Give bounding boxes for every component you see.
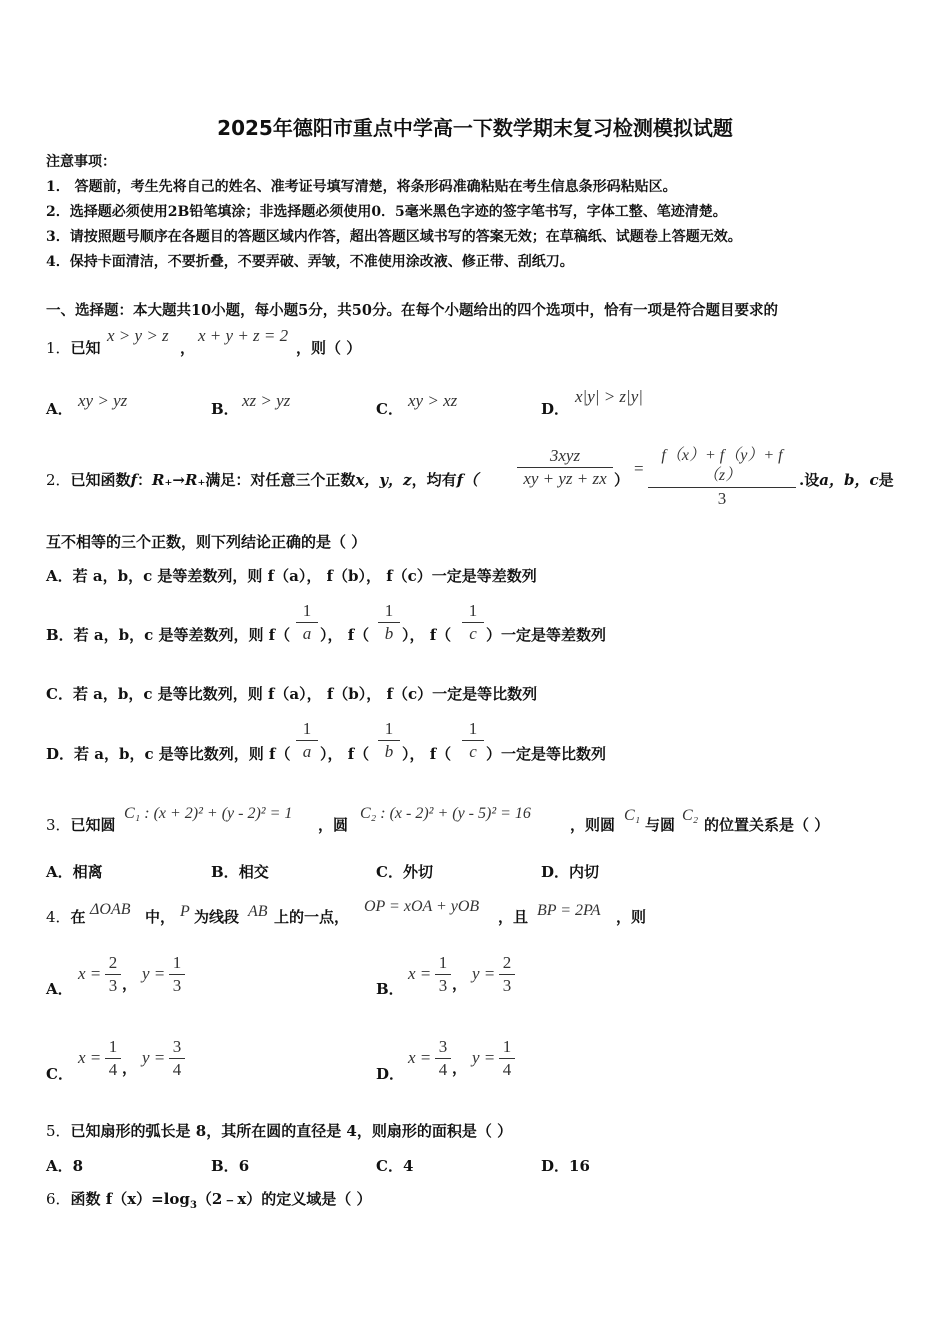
stem-text: 函数 f（x）=log	[70, 1190, 190, 1208]
fraction	[169, 1037, 185, 1080]
separator: ，	[452, 1059, 468, 1077]
stem-domain: R₊→R₊	[152, 471, 206, 489]
math-expr: x =	[78, 964, 102, 983]
fraction-bar	[169, 974, 185, 975]
option	[211, 1155, 249, 1176]
stem-text: 中，	[145, 908, 176, 926]
denominator: c	[469, 624, 477, 643]
fraction-bar	[499, 974, 515, 975]
question-number: 6．	[46, 1190, 71, 1208]
notice-item: 1． 答题前，考生先将自己的姓名、准考证号填写清楚，将条形码准确粘贴在考生信息条形码粘贴区。	[46, 179, 677, 195]
math-expr: x =	[408, 964, 432, 983]
question-5-stem	[46, 1121, 512, 1141]
option-b-text: ）一定是等差数列	[486, 626, 607, 644]
question-number: 1．	[46, 339, 71, 357]
numerator: f（x）+ f（y）+ f（z）	[661, 447, 783, 484]
option	[376, 861, 433, 882]
denominator: 3	[502, 976, 512, 995]
math-expr: y =	[472, 964, 496, 983]
fraction-bar	[105, 974, 121, 975]
denominator: 3	[717, 489, 727, 508]
stem-var: x，y，z	[355, 471, 412, 489]
numerator: 1	[302, 719, 312, 738]
option-d-text: ）， f（	[402, 745, 452, 763]
denominator: c	[469, 742, 477, 761]
stem-text: ，则	[616, 908, 647, 926]
fraction	[296, 601, 318, 644]
numerator: 1	[468, 719, 478, 738]
numerator: 1	[468, 601, 478, 620]
fraction-bar	[435, 1058, 451, 1059]
math-expr: y =	[142, 1048, 166, 1067]
fraction	[499, 953, 515, 996]
option-label: D．	[376, 1065, 405, 1083]
math-expr: C₁	[624, 807, 641, 824]
fraction-bar	[462, 740, 484, 741]
option-text: 相离	[72, 863, 103, 881]
fraction-bar	[517, 467, 613, 468]
fraction	[435, 1037, 451, 1080]
option-label: B．	[211, 1157, 239, 1175]
option-label: D．	[541, 1157, 570, 1175]
math-expr: x =	[78, 1048, 102, 1067]
fraction-lhs	[517, 446, 613, 489]
option-c: C．若 a，b，c 是等比数列，则 f（a）， f（b）， f（c）一定是等比数列	[46, 685, 538, 703]
math-expr: BP = 2PA	[537, 902, 601, 919]
math-expr: x > y > z	[107, 326, 169, 345]
fraction	[499, 1037, 515, 1080]
denominator: 3	[108, 976, 118, 995]
numerator: 1	[384, 719, 394, 738]
math-expr: ΔOAB	[90, 901, 131, 918]
section-heading: 一、选择题：本大题共10小题，每小题5分，共50分。在每个小题给出的四个选项中，恰有一项是符合题目要求的	[46, 302, 778, 319]
denominator: b	[384, 624, 394, 643]
notice-item: 2．选择题必须使用2B铅笔填涂；非选择题必须使用0．5毫米黑色字迹的签字笔书写，字体工整、笔迹清楚。	[46, 204, 727, 220]
numerator: 1	[438, 953, 448, 972]
numerator: 3	[172, 1037, 182, 1056]
option-b-text: ）， f（	[402, 626, 452, 644]
option-text: 4	[402, 1157, 414, 1175]
stem-text: ：	[137, 471, 153, 489]
question-1-stem	[46, 338, 101, 358]
option	[46, 861, 103, 882]
math-expr: y =	[472, 1048, 496, 1067]
option-text: 6	[238, 1157, 250, 1175]
fraction	[435, 953, 451, 996]
option-text: 相交	[238, 863, 269, 881]
stem-text: ，圆	[318, 816, 349, 834]
option-label: A．	[46, 1157, 73, 1175]
option-label: C．	[46, 1065, 73, 1083]
math-expr: OP = xOA + yOB	[364, 898, 480, 915]
option-label: B．	[211, 863, 239, 881]
notice-heading: 注意事项：	[46, 154, 116, 170]
denominator: 4	[438, 1060, 448, 1079]
fraction-bar	[105, 1058, 121, 1059]
question-number: 3．	[46, 816, 71, 834]
equals-sign: =	[634, 459, 644, 478]
fraction	[105, 953, 121, 996]
option-d-text: ）， f（	[320, 745, 370, 763]
option-label: C．	[376, 1157, 403, 1175]
option-b-text: B．若 a，b，c 是等差数列，则 f（	[46, 626, 291, 644]
option	[46, 1155, 83, 1176]
question-3-stem	[46, 815, 116, 835]
denominator: a	[302, 742, 312, 761]
stem-text: ，则（ ）	[296, 339, 362, 357]
stem-text: 的位置关系是（ ）	[704, 816, 830, 834]
numerator: 3	[438, 1037, 448, 1056]
fraction	[105, 1037, 121, 1080]
denominator: 3	[172, 976, 182, 995]
option-label: A．	[46, 400, 73, 418]
page-title: 2025年德阳市重点中学高一下数学期末复习检测模拟试题	[217, 116, 733, 140]
numerator: 1	[384, 601, 394, 620]
stem-text: 为线段	[194, 908, 240, 926]
question-number: 2．	[46, 471, 71, 489]
circle-c2-equation: C₂ : (x - 2)² + (y - 5)² = 16	[360, 805, 531, 822]
fraction	[378, 601, 400, 644]
option	[211, 861, 269, 882]
option-label: D．	[541, 863, 570, 881]
question-4-stem	[46, 907, 86, 927]
notice-item: 4．保持卡面清洁，不要折叠，不要弄破、弄皱，不准使用涂改液、修正带、刮纸刀。	[46, 254, 574, 270]
option-b-text: ）， f（	[320, 626, 370, 644]
stem-text: 已知圆	[70, 816, 116, 834]
option-label: A．	[46, 980, 73, 998]
option-label: D．	[541, 400, 570, 418]
option-label: C．	[376, 863, 403, 881]
option	[541, 861, 599, 882]
option-a: A．若 a，b，c 是等差数列，则 f（a）， f（b）， f（c）一定是等差数列	[46, 567, 537, 585]
option	[541, 1155, 590, 1176]
option-text: 外切	[402, 863, 433, 881]
math-expr: y =	[142, 964, 166, 983]
option-d-text: ）一定是等比数列	[486, 745, 607, 763]
question-2-stem	[46, 470, 478, 490]
fraction-bar	[648, 487, 796, 488]
option-expr: xz > yz	[242, 391, 291, 410]
math-expr: P	[180, 903, 190, 920]
stem-text: 在	[70, 908, 86, 926]
stem-text: 互不相等的三个正数，则下列结论正确的是（ ）	[46, 533, 367, 551]
fraction-bar	[435, 974, 451, 975]
denominator: 4	[502, 1060, 512, 1079]
fraction	[462, 719, 484, 762]
option-text: 16	[569, 1157, 590, 1175]
fraction-bar	[462, 622, 484, 623]
denominator: a	[302, 624, 312, 643]
stem-text: 已知	[70, 339, 101, 357]
math-expr: x =	[408, 1048, 432, 1067]
separator: ，	[452, 975, 468, 993]
fraction-bar	[169, 1058, 185, 1059]
fraction-bar	[378, 622, 400, 623]
stem-text: 是	[878, 471, 894, 489]
fraction	[169, 953, 185, 996]
separator: ，	[122, 975, 138, 993]
stem-var: f（	[456, 471, 479, 489]
math-expr: AB	[248, 903, 268, 920]
question-number: 5．	[46, 1122, 71, 1140]
option-d-text: D．若 a，b，c 是等比数列，则 f（	[46, 745, 291, 763]
stem-text: ，且	[498, 908, 529, 926]
stem-text: 已知函数	[70, 471, 131, 489]
option-expr: xy > xz	[408, 391, 458, 410]
stem-text: 上的一点，	[274, 908, 350, 926]
fraction	[378, 719, 400, 762]
stem-var: a，b，c	[819, 471, 879, 489]
stem-text: ，	[180, 339, 196, 357]
stem-text: 已知扇形的弧长是 8，其所在圆的直径是 4，则扇形的面积是（ ）	[70, 1122, 513, 1140]
math-expr: x + y + z = 2	[198, 326, 289, 345]
stem-text: 与圆	[645, 816, 676, 834]
fraction	[462, 601, 484, 644]
option-expr: x|y| > z|y|	[575, 387, 643, 406]
denominator: b	[384, 742, 394, 761]
separator: ，	[122, 1059, 138, 1077]
numerator: 1	[502, 1037, 512, 1056]
option-text: 内切	[569, 863, 600, 881]
denominator: 4	[172, 1060, 182, 1079]
option-expr: xy > yz	[78, 391, 128, 410]
numerator: 1	[302, 601, 312, 620]
stem-text: ，均有	[411, 471, 457, 489]
stem-text: ）	[614, 471, 630, 489]
numerator: 2	[502, 953, 512, 972]
notice-item: 3．请按照题号顺序在各题目的答题区域内作答，超出答题区域书写的答案无效；在草稿纸、试题卷上答题无效。	[46, 229, 742, 245]
question-6-stem	[46, 1189, 372, 1216]
stem-text: .设	[799, 471, 820, 489]
option-label: B．	[376, 980, 404, 998]
denominator: xy + yz + zx	[523, 469, 607, 488]
option	[376, 1155, 413, 1176]
numerator: 2	[108, 953, 118, 972]
denominator: 3	[438, 976, 448, 995]
fraction-bar	[499, 1058, 515, 1059]
fraction-bar	[296, 740, 318, 741]
stem-var: f	[130, 471, 138, 489]
stem-text	[799, 470, 894, 490]
math-expr: C₂	[682, 807, 699, 824]
denominator: 4	[108, 1060, 118, 1079]
numerator: 3xyz	[549, 446, 581, 465]
stem-text: ，则圆	[570, 816, 616, 834]
fraction-bar	[378, 740, 400, 741]
stem-text: （2﹣x）的定义域是（ ）	[196, 1190, 372, 1208]
numerator: 1	[172, 953, 182, 972]
log-base: 3	[189, 1200, 197, 1211]
circle-c1-equation: C₁ : (x + 2)² + (y - 2)² = 1	[124, 805, 293, 822]
option-label: C．	[376, 400, 403, 418]
numerator: 1	[108, 1037, 118, 1056]
option-label: A．	[46, 863, 73, 881]
fraction-bar	[296, 622, 318, 623]
fraction-rhs	[648, 446, 796, 509]
option-label: B．	[211, 400, 239, 418]
question-number: 4．	[46, 908, 71, 926]
stem-text: 满足：对任意三个正数	[205, 471, 356, 489]
fraction	[296, 719, 318, 762]
option-text: 8	[72, 1157, 84, 1175]
